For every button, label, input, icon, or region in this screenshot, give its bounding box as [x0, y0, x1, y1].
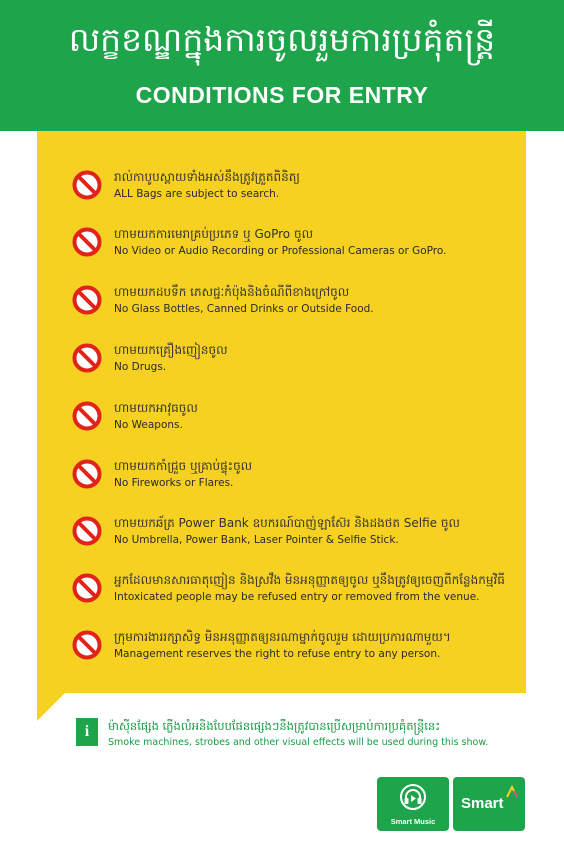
prohibited-icon: [72, 459, 102, 489]
title-english: CONDITIONS FOR ENTRY: [135, 82, 429, 108]
rule-english: Management reserves the right to refuse entry to any person.: [114, 648, 441, 660]
smart-mark-icon: [505, 785, 519, 799]
rule-item: [72, 283, 512, 327]
notice-khmer: ម៉ាស៊ីនផ្សែង ភ្លើងលំអនិងបែបផែនផ្សេងៗនឹងត្រូវបានប្រើសម្រាប់ការប្រគុំតន្ត្រីនេះ: [108, 719, 441, 733]
title-khmer: លក្ខខណ្ឌក្នុងការចូលរួមការប្រគុំតន្ត្រី: [68, 20, 496, 59]
rule-khmer: អ្នកដែលមានសារធាតុញៀន និងស្រវឹង មិនអនុញ្ញាតឲ្យចូល ឬនឹងត្រូវឲ្យចេញពីកន្លែងកម្មវិធី: [114, 573, 505, 587]
speech-bubble-tail: [37, 693, 65, 721]
prohibited-icon: [72, 401, 102, 431]
headphones-icon: [399, 783, 427, 811]
header-banner: [0, 0, 564, 131]
notice: [76, 718, 536, 758]
info-icon: i: [76, 718, 98, 746]
rule-english: No Fireworks or Flares.: [114, 477, 234, 489]
rule-item: [72, 399, 512, 443]
prohibited-icon: [72, 573, 102, 603]
prohibited-icon: [72, 227, 102, 257]
rule-english: No Glass Bottles, Canned Drinks or Outside Food.: [114, 303, 374, 315]
rule-item: [72, 628, 512, 672]
rule-item: [72, 514, 512, 558]
rule-item: [72, 225, 512, 269]
rule-khmer: ហាមយកកាំជ្រួច ឬគ្រាប់ផ្ទុះចូល: [114, 459, 253, 473]
rule-english: ALL Bags are subject to search.: [114, 188, 280, 200]
rule-khmer: ហាមយកការមេរាគ្រប់ប្រភេទ ឬ GoPro ចូល: [114, 227, 313, 241]
rule-english: No Video or Audio Recording or Professional Cameras or GoPro.: [114, 245, 447, 257]
rule-english: No Umbrella, Power Bank, Laser Pointer & Selfie Stick.: [114, 534, 399, 546]
rule-khmer: ក្រុមការងាររក្សាសិទ្ធ មិនអនុញ្ញាតឲ្យនរណាម្នាក់ចូលរួម ដោយប្រការណាមួយ។: [114, 630, 451, 644]
rule-khmer: ហាមយកឆ័ត្រ Power Bank ឧបករណ៍បាញ់ឡាស៊ែរ និងដងថត Selfie ចូល: [114, 516, 460, 530]
rule-english: Intoxicated people may be refused entry or removed from the venue.: [114, 591, 480, 603]
rule-item: [72, 457, 512, 501]
smart-music-logo: [377, 777, 449, 831]
rule-item: [72, 168, 512, 212]
rule-item: [72, 341, 512, 385]
rule-english: No Weapons.: [114, 419, 183, 431]
rule-khmer: ហាមយកអាវុធចូល: [114, 401, 198, 415]
rule-khmer: រាល់កាបូបស្ពាយទាំងអស់នឹងត្រូវត្រួតពិនិត្យ: [114, 170, 300, 184]
smart-label: Smart: [461, 795, 504, 812]
rule-item: [72, 571, 512, 615]
rule-english: No Drugs.: [114, 361, 167, 373]
rule-khmer: ហាមយកគ្រឿងញៀនចូល: [114, 343, 228, 357]
prohibited-icon: [72, 170, 102, 200]
prohibited-icon: [72, 516, 102, 546]
smart-music-label: Smart Music: [390, 817, 436, 826]
prohibited-icon: [72, 343, 102, 373]
smart-logo: [453, 777, 525, 831]
prohibited-icon: [72, 630, 102, 660]
notice-english: Smoke machines, strobes and other visual effects will be used during this show.: [108, 737, 489, 748]
prohibited-icon: [72, 285, 102, 315]
rule-khmer: ហាមយកដបទឹក ភេសជ្ជៈកំប៉ុងនិងចំណីពីខាងក្រៅចូល: [114, 285, 350, 299]
